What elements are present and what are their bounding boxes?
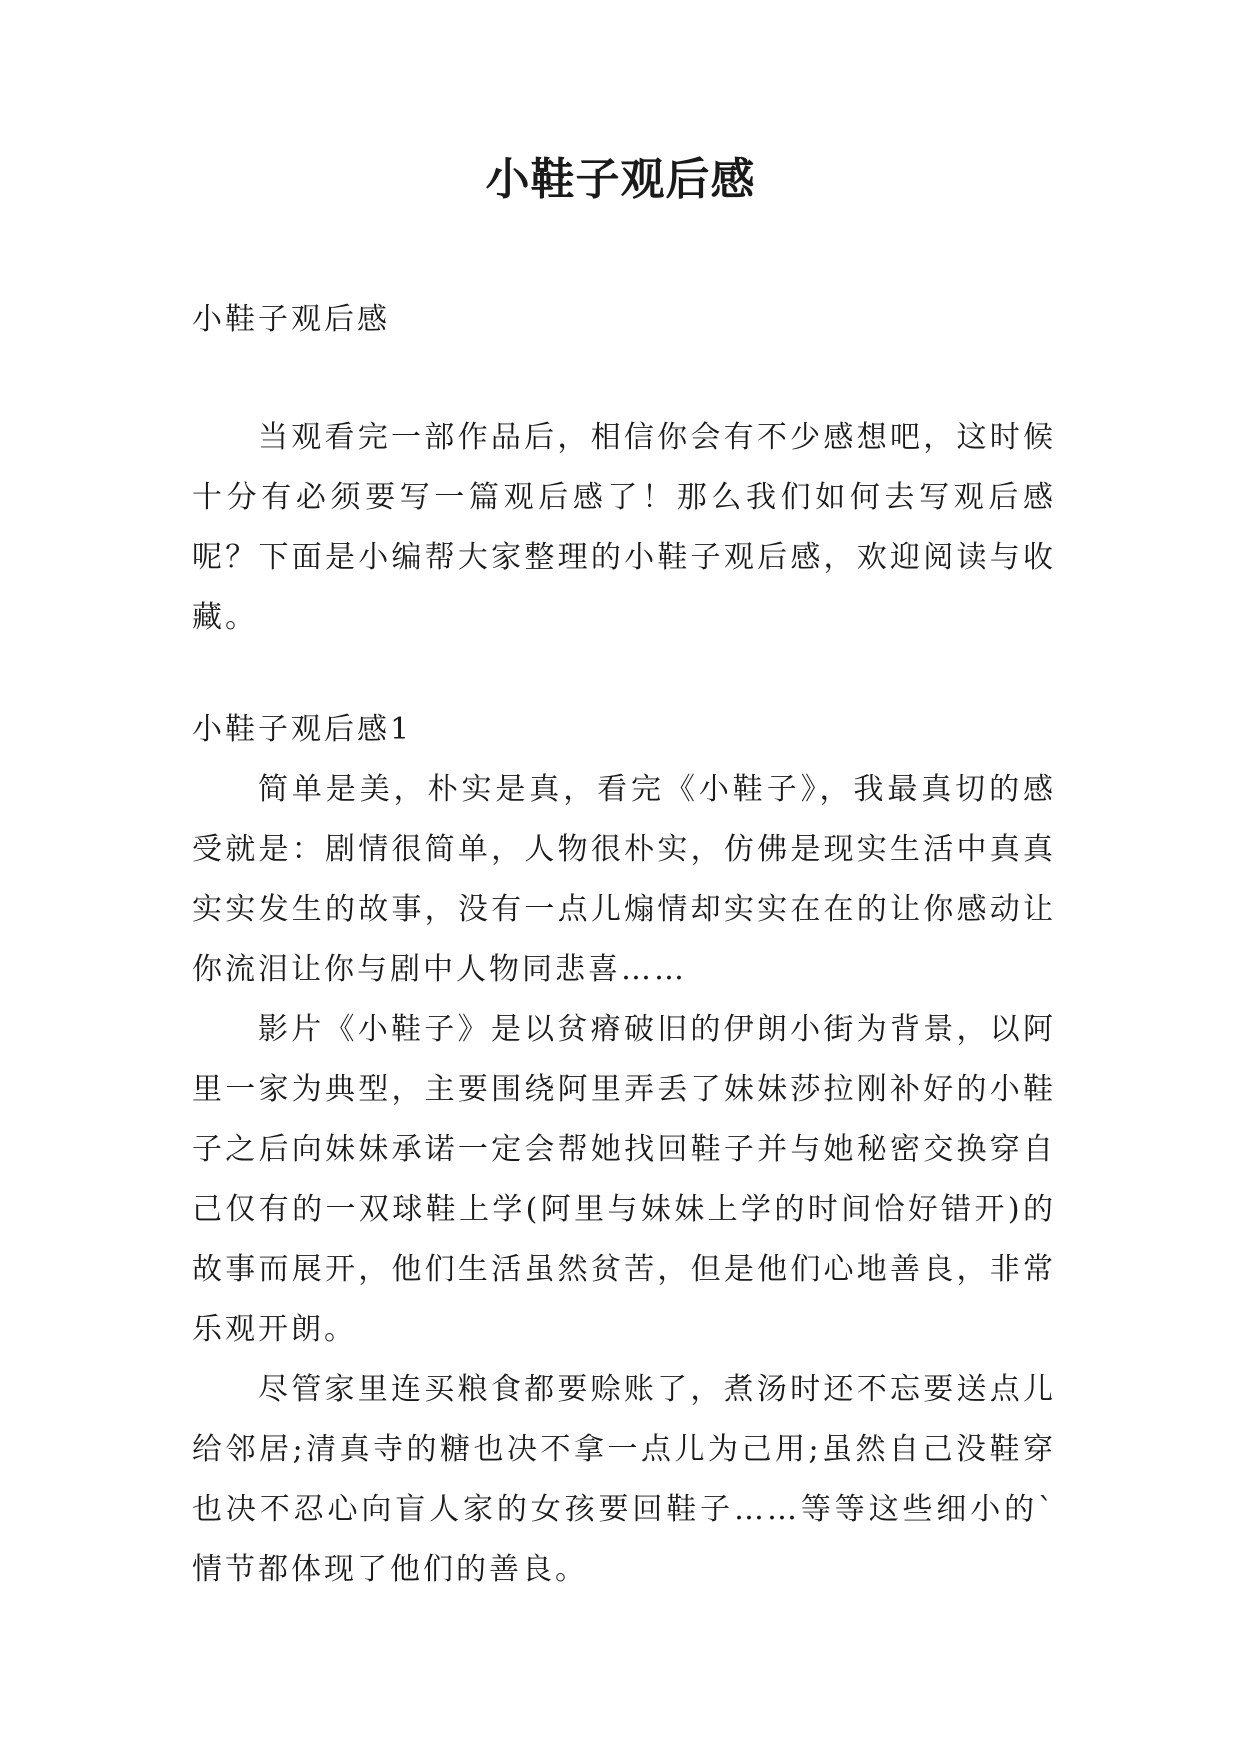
page-title: 小鞋子观后感 [485, 154, 756, 205]
intro-paragraph: 当观看完一部作品后，相信你会有不少感想吧，这时候十分有必须要写一篇观后感了！那么我们如何去写观后感呢？下面是小编帮大家整理的小鞋子观后感，欢迎阅读与收藏。 [192, 420, 1056, 635]
intro-block [192, 408, 1056, 648]
document-subtitle-block [192, 290, 1056, 350]
document-subtitle: 小鞋子观后感 [192, 302, 390, 337]
body-paragraph: 简单是美，朴实是真，看完《小鞋子》，我最真切的感受就是：剧情很简单，人物很朴实，仿佛是现实生活中真真实实发生的故事，没有一点儿煽情却实实在在的让你感动让你流泪让你与剧中人物同悲喜…… [192, 772, 1056, 987]
section-heading: 小鞋子观后感1 [192, 712, 413, 747]
body-paragraph: 尽管家里连买粮食都要赊账了，煮汤时还不忘要送点儿给邻居;清真寺的糖也决不拿一点儿为己用;虽然自己没鞋穿也决不忍心向盲人家的女孩要回鞋子……等等这些细小的`情节都体现了他们的善良。 [192, 1372, 1056, 1587]
body-paragraph: 影片《小鞋子》是以贫瘠破旧的伊朗小街为背景，以阿里一家为典型，主要围绕阿里弄丢了妹妹莎拉刚补好的小鞋子之后向妹妹承诺一定会帮她找回鞋子并与她秘密交换穿自己仅有的一双球鞋上学(阿里与妹妹上学的时间恰好错开)的故事而展开，他们生活虽然贫苦，但是他们心地善良，非常乐观开朗。 [192, 1012, 1056, 1347]
section-1 [192, 700, 1056, 1600]
